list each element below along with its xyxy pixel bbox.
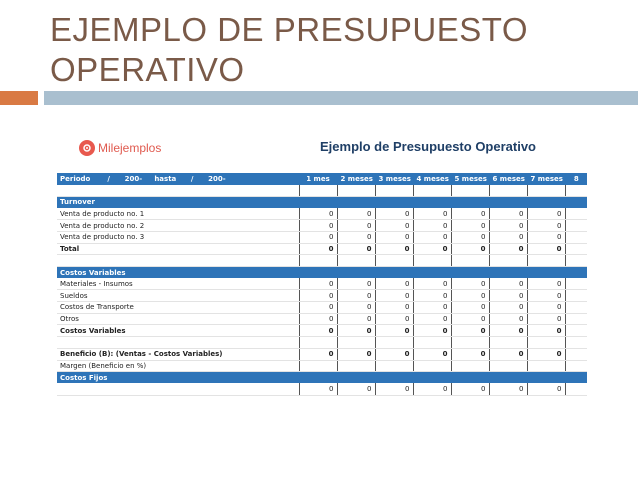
empty-cell: [299, 185, 337, 197]
row-label: Beneficio (B): (Ventas - Costos Variables): [57, 348, 299, 360]
value-cell: 0: [337, 348, 375, 360]
value-cell: 0: [451, 278, 489, 290]
empty-cell: [413, 185, 451, 197]
value-cell: 0: [413, 278, 451, 290]
empty-cell: [527, 372, 565, 384]
value-cell: 0: [413, 290, 451, 302]
empty-cell: [451, 185, 489, 197]
value-cell: 0: [299, 278, 337, 290]
empty-cell: [413, 372, 451, 384]
empty-cell: [565, 348, 587, 360]
value-cell: 0: [375, 278, 413, 290]
budget-table: [57, 173, 587, 396]
value-cell: 0: [451, 220, 489, 232]
table-row: [57, 208, 587, 220]
empty-cell: [337, 185, 375, 197]
section-row: [57, 372, 587, 384]
value-cell: 0: [337, 208, 375, 220]
empty-cell: [451, 372, 489, 384]
empty-cell: [565, 325, 587, 337]
value-cell: 0: [527, 348, 565, 360]
empty-cell: [489, 196, 527, 208]
value-cell: 0: [337, 231, 375, 243]
empty-cell: [299, 372, 337, 384]
empty-cell: [375, 196, 413, 208]
value-cell: 0: [299, 313, 337, 325]
table-row: [57, 313, 587, 325]
empty-cell: [565, 185, 587, 197]
empty-cell: [337, 196, 375, 208]
value-cell: 0: [299, 208, 337, 220]
table-row: [57, 220, 587, 232]
empty-cell: [489, 185, 527, 197]
empty-cell: [565, 231, 587, 243]
value-cell: 0: [337, 302, 375, 314]
value-cell: 0: [375, 302, 413, 314]
table-row: [57, 337, 587, 349]
value-cell: 0: [413, 302, 451, 314]
value-cell: 0: [413, 220, 451, 232]
period-label: Periodo: [60, 174, 91, 183]
empty-cell: [565, 208, 587, 220]
month-header-8: 8: [565, 173, 587, 185]
period-until: hasta: [154, 174, 177, 183]
value-cell: 0: [299, 243, 337, 255]
value-cell: 0: [375, 243, 413, 255]
table-row: [57, 231, 587, 243]
period-to: 200-: [208, 174, 226, 183]
section-row: [57, 196, 587, 208]
empty-cell: [375, 185, 413, 197]
empty-cell: [413, 196, 451, 208]
empty-cell: [299, 267, 337, 279]
spreadsheet-image: [57, 127, 578, 391]
milejemplos-logo: [79, 138, 161, 158]
empty-cell: [299, 337, 337, 349]
value-cell: [299, 360, 337, 372]
value-cell: 0: [299, 348, 337, 360]
empty-cell: [489, 372, 527, 384]
empty-cell: [337, 372, 375, 384]
value-cell: 0: [527, 383, 565, 395]
table-row: [57, 290, 587, 302]
empty-cell: [489, 267, 527, 279]
empty-cell: [527, 337, 565, 349]
value-cell: 0: [489, 348, 527, 360]
empty-cell: [337, 255, 375, 267]
row-label: Venta de producto no. 3: [57, 231, 299, 243]
value-cell: 0: [527, 325, 565, 337]
month-header-4: 4 meses: [413, 173, 451, 185]
value-cell: 0: [413, 231, 451, 243]
table-row: [57, 348, 587, 360]
value-cell: 0: [299, 325, 337, 337]
month-header-3: 3 meses: [375, 173, 413, 185]
empty-cell: [337, 267, 375, 279]
value-cell: 0: [375, 325, 413, 337]
row-label: [57, 255, 299, 267]
value-cell: 0: [489, 383, 527, 395]
value-cell: 0: [527, 220, 565, 232]
table-row: [57, 325, 587, 337]
value-cell: 0: [375, 383, 413, 395]
value-cell: 0: [337, 243, 375, 255]
value-cell: 0: [375, 348, 413, 360]
empty-cell: [527, 255, 565, 267]
value-cell: 0: [489, 278, 527, 290]
empty-cell: [527, 267, 565, 279]
row-label: Costos Variables: [57, 325, 299, 337]
value-cell: 0: [451, 302, 489, 314]
value-cell: [527, 360, 565, 372]
value-cell: 0: [375, 208, 413, 220]
value-cell: 0: [489, 290, 527, 302]
table-row: [57, 278, 587, 290]
row-label: [57, 185, 299, 197]
empty-cell: [413, 267, 451, 279]
row-label: Costos de Transporte: [57, 302, 299, 314]
month-header-6: 6 meses: [489, 173, 527, 185]
value-cell: 0: [375, 220, 413, 232]
value-cell: 0: [299, 302, 337, 314]
section-row: [57, 267, 587, 279]
empty-cell: [565, 360, 587, 372]
value-cell: 0: [413, 243, 451, 255]
row-label: Materiales - Insumos: [57, 278, 299, 290]
value-cell: 0: [375, 231, 413, 243]
value-cell: 0: [489, 325, 527, 337]
logo-icon: [79, 140, 95, 156]
empty-cell: [413, 255, 451, 267]
empty-cell: [451, 267, 489, 279]
empty-cell: [527, 185, 565, 197]
empty-cell: [489, 337, 527, 349]
value-cell: 0: [451, 290, 489, 302]
row-label: [57, 337, 299, 349]
value-cell: 0: [489, 243, 527, 255]
value-cell: [413, 360, 451, 372]
accent-bar: [44, 91, 638, 105]
empty-cell: [375, 372, 413, 384]
period-from: 200-: [124, 174, 143, 183]
logo-text: Milejemplos: [98, 141, 162, 155]
value-cell: 0: [527, 208, 565, 220]
value-cell: 0: [375, 290, 413, 302]
empty-cell: [375, 267, 413, 279]
period-slash-2: /: [190, 174, 194, 183]
value-cell: 0: [451, 313, 489, 325]
empty-cell: [565, 383, 587, 395]
table-row: [57, 255, 587, 267]
value-cell: 0: [527, 278, 565, 290]
value-cell: 0: [451, 348, 489, 360]
sheet-title: Ejemplo de Presupuesto Operativo: [320, 139, 536, 154]
empty-cell: [451, 255, 489, 267]
value-cell: 0: [489, 313, 527, 325]
row-label: Margen (Beneficio en %): [57, 360, 299, 372]
value-cell: 0: [489, 231, 527, 243]
value-cell: 0: [451, 383, 489, 395]
value-cell: 0: [451, 325, 489, 337]
value-cell: 0: [451, 208, 489, 220]
empty-cell: [451, 196, 489, 208]
value-cell: 0: [299, 220, 337, 232]
value-cell: 0: [413, 383, 451, 395]
value-cell: 0: [299, 290, 337, 302]
empty-cell: [565, 220, 587, 232]
row-label: Venta de producto no. 1: [57, 208, 299, 220]
value-cell: 0: [337, 278, 375, 290]
row-label: Turnover: [57, 196, 299, 208]
empty-cell: [527, 196, 565, 208]
table-row: [57, 383, 587, 395]
value-cell: 0: [527, 243, 565, 255]
value-cell: 0: [527, 290, 565, 302]
value-cell: 0: [337, 313, 375, 325]
empty-cell: [489, 255, 527, 267]
value-cell: [337, 360, 375, 372]
value-cell: 0: [527, 313, 565, 325]
row-label: Total: [57, 243, 299, 255]
value-cell: 0: [299, 383, 337, 395]
empty-cell: [565, 243, 587, 255]
month-header-2: 2 meses: [337, 173, 375, 185]
empty-cell: [299, 196, 337, 208]
accent-square: [0, 91, 38, 105]
empty-cell: [565, 196, 587, 208]
empty-cell: [299, 255, 337, 267]
value-cell: 0: [337, 220, 375, 232]
value-cell: 0: [451, 243, 489, 255]
value-cell: 0: [413, 348, 451, 360]
empty-cell: [565, 267, 587, 279]
empty-cell: [565, 255, 587, 267]
month-header-1: 1 mes: [299, 173, 337, 185]
empty-cell: [565, 337, 587, 349]
row-label: Sueldos: [57, 290, 299, 302]
header-row: [57, 173, 587, 185]
empty-cell: [565, 302, 587, 314]
empty-cell: [565, 278, 587, 290]
period-slash-1: /: [107, 174, 110, 183]
header-period-cell: [57, 173, 299, 185]
value-cell: [489, 360, 527, 372]
table-row: [57, 302, 587, 314]
slide-title: EJEMPLO DE PRESUPUESTO OPERATIVO: [50, 11, 529, 88]
empty-cell: [337, 337, 375, 349]
row-label: Venta de producto no. 2: [57, 220, 299, 232]
empty-cell: [451, 337, 489, 349]
empty-cell: [565, 372, 587, 384]
value-cell: 0: [337, 325, 375, 337]
value-cell: 0: [413, 325, 451, 337]
row-label: Costos Variables: [57, 267, 299, 279]
value-cell: 0: [489, 220, 527, 232]
empty-cell: [375, 255, 413, 267]
empty-cell: [375, 337, 413, 349]
value-cell: 0: [299, 231, 337, 243]
value-cell: 0: [527, 231, 565, 243]
value-cell: [375, 360, 413, 372]
value-cell: [451, 360, 489, 372]
value-cell: 0: [413, 208, 451, 220]
row-label: Costos Fijos: [57, 372, 299, 384]
empty-cell: [413, 337, 451, 349]
month-header-7: 7 meses: [527, 173, 565, 185]
value-cell: 0: [337, 383, 375, 395]
value-cell: 0: [451, 231, 489, 243]
value-cell: 0: [375, 313, 413, 325]
table-row: [57, 185, 587, 197]
value-cell: 0: [489, 302, 527, 314]
value-cell: 0: [337, 290, 375, 302]
table-row: [57, 360, 587, 372]
value-cell: 0: [489, 208, 527, 220]
value-cell: 0: [413, 313, 451, 325]
empty-cell: [565, 313, 587, 325]
row-label: Otros: [57, 313, 299, 325]
empty-cell: [565, 290, 587, 302]
row-label: [57, 383, 299, 395]
value-cell: 0: [527, 302, 565, 314]
table-row: [57, 243, 587, 255]
month-header-5: 5 meses: [451, 173, 489, 185]
